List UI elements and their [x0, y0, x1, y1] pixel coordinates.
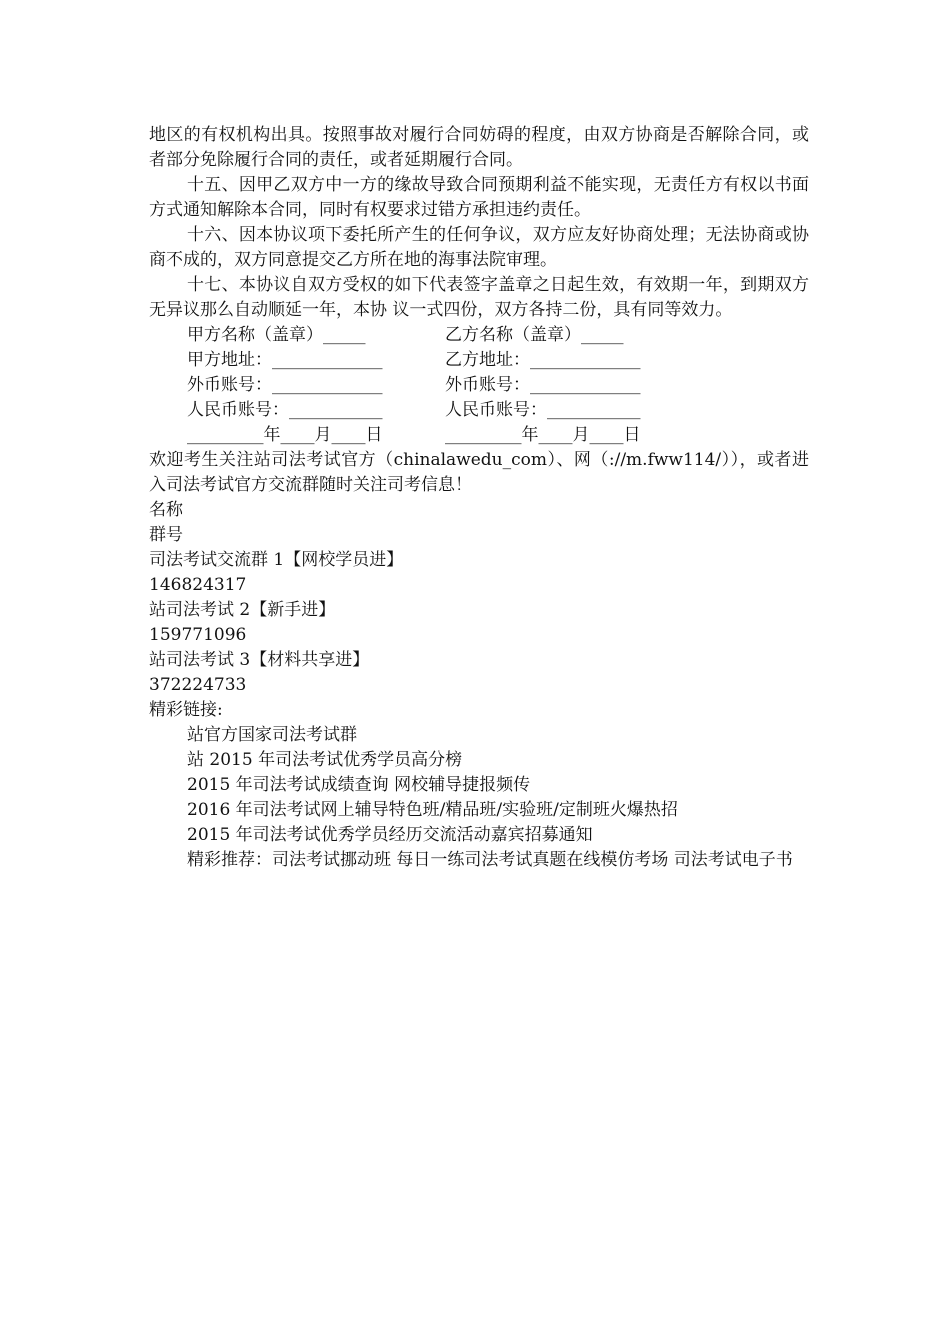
- party-b-address: 乙方地址：_____________: [445, 350, 641, 370]
- group-number-2: 159771096: [149, 625, 247, 645]
- party-a-date: _________年____月____日: [187, 425, 383, 445]
- signature-row-date: [149, 423, 809, 448]
- link-5[interactable]: 2015 年司法考试优秀学员经历交流活动嘉宾招募通知: [187, 825, 593, 845]
- paragraph-clause-17: 十七、本协议自双方受权的如下代表签字盖章之日起生效，有效期一年，到期双方无异议那么自动顺延一年，本协 议一式四份，双方各持二份，具有同等效力。: [149, 275, 809, 320]
- link-3[interactable]: 2015 年司法考试成绩查询 网校辅导捷报频传: [187, 775, 531, 795]
- group-number-1: 146824317: [149, 575, 247, 595]
- recommend-line: 精彩推荐：司法考试挪动班 每日一练司法考试真题在线模仿考场 司法考试电子书: [187, 850, 793, 870]
- group-number-3: 372224733: [149, 675, 247, 695]
- party-a-name: 甲方名称（盖章）_____: [187, 325, 366, 345]
- paragraph-force-majeure: 地区的有权机构出具。按照事故对履行合同妨碍的程度，由双方协商是否解除合同，或者部分免除履行合同的责任，或者延期履行合同。: [149, 125, 809, 170]
- link-4[interactable]: 2016 年司法考试网上辅导特色班/精品班/实验班/定制班火爆热招: [187, 800, 678, 820]
- paragraph-clause-16: 十六、因本协议项下委托所产生的任何争议，双方应友好协商处理；无法协商或协商不成的，双方同意提交乙方所在地的海事法院审理。: [149, 225, 809, 270]
- group-name-1: 司法考试交流群 1【网校学员进】: [149, 550, 404, 570]
- signature-row-fx: [149, 373, 809, 398]
- group-table-header-name: 名称: [149, 500, 183, 520]
- group-name-3: 站司法考试 3【材料共享进】: [149, 650, 370, 670]
- links-title: 精彩链接:: [149, 700, 223, 720]
- link-1[interactable]: 站官方国家司法考试群: [187, 725, 357, 745]
- signature-row-name: [149, 323, 809, 348]
- party-b-fx-account: 外币账号：_____________: [445, 375, 641, 395]
- party-b-date: _________年____月____日: [445, 425, 641, 445]
- document-page: [149, 123, 809, 873]
- signature-row-address: [149, 348, 809, 373]
- party-a-fx-account: 外币账号：_____________: [187, 375, 383, 395]
- paragraph-clause-15: 十五、因甲乙双方中一方的缘故导致合同预期利益不能实现，无责任方有权以书面方式通知解除本合同，同时有权要求过错方承担违约责任。: [149, 175, 809, 220]
- welcome-notice: 欢迎考生关注站司法考试官方（chinalawedu_com）、网（://m.fww114/）），或者进入司法考试官方交流群随时关注司考信息！: [149, 450, 809, 495]
- signature-row-rmb: [149, 398, 809, 423]
- party-a-rmb-account: 人民币账号：___________: [187, 400, 383, 420]
- group-name-2: 站司法考试 2【新手进】: [149, 600, 336, 620]
- party-a-address: 甲方地址：_____________: [187, 350, 383, 370]
- link-2[interactable]: 站 2015 年司法考试优秀学员高分榜: [187, 750, 463, 770]
- party-b-rmb-account: 人民币账号：___________: [445, 400, 641, 420]
- group-table-header-number: 群号: [149, 525, 183, 545]
- party-b-name: 乙方名称（盖章）_____: [445, 325, 624, 345]
